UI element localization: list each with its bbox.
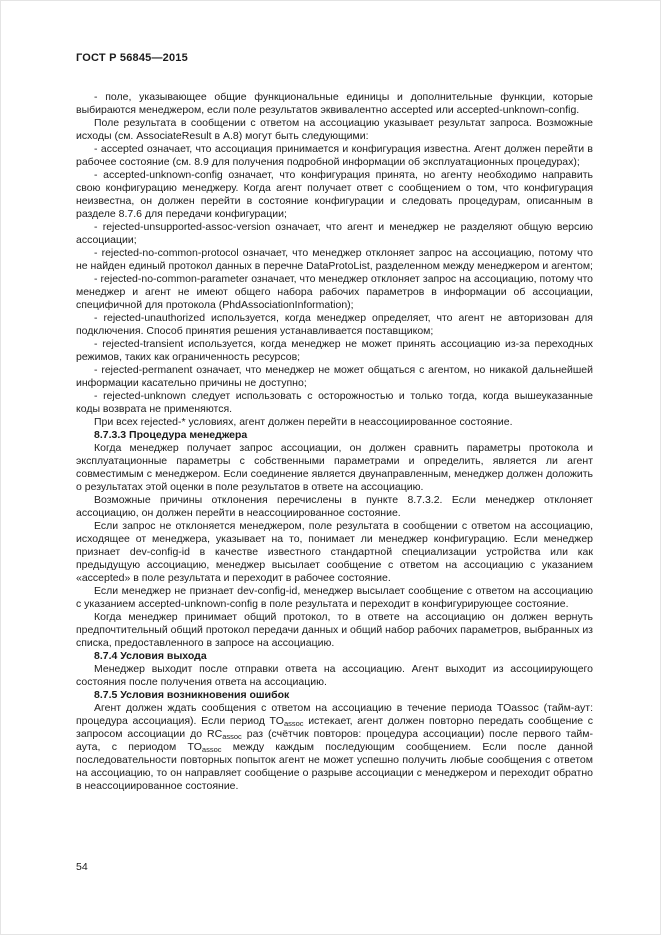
paragraph — [76, 169, 593, 221]
text-run: Агент должен ждать сообщения с ответом на ассоциацию в течение периода TOassoc (тайм-аут: процедура ассоциация). Если период TO — [76, 702, 593, 727]
text-run: - rejected-unknown следует использовать с осторожностью и только тогда, когда вышеуказанные коды возврата не применяются. — [76, 390, 593, 415]
paragraph — [76, 702, 593, 793]
text-run: 8.7.4 Условия выхода — [94, 650, 207, 662]
text-run: Когда менеджер получает запрос ассоциации, он должен сравнить параметры протокола и эксплуатационные параметры с собственными параметрами и определить, является ли агент совместимым с менеджером. Если соединение является двунаправленным, менеджер должен доложить о результатах этой оценки в поле результатов в ответе на ассоциацию. — [76, 442, 593, 493]
document-header: ГОСТ Р 56845—2015 — [76, 52, 188, 64]
paragraph — [76, 585, 593, 611]
text-run: Менеджер выходит после отправки ответа на ассоциацию. Агент выходит из ассоциирующего состояния после получения ответа на ассоциацию. — [76, 663, 593, 688]
text-run: раз (счётчик повторов: процедура ассоциации) после первого тайм-аута, с периодом TO — [76, 728, 593, 753]
text-run: - rejected-unauthorized используется, когда менеджер определяет, что агент не авторизован для подключения. Способ принятия решения устанавливается поставщиком; — [76, 312, 593, 337]
text-run: - rejected-permanent означает, что менеджер не может общаться с агентом, но никакой дальнейшей информации касательно причины не доступно; — [76, 364, 593, 389]
text-run: 8.7.5 Условия возникновения ошибок — [94, 689, 290, 701]
paragraph — [76, 273, 593, 312]
paragraph — [76, 494, 593, 520]
paragraph — [76, 442, 593, 494]
paragraph — [76, 663, 593, 689]
paragraph — [76, 390, 593, 416]
paragraph — [76, 520, 593, 585]
text-run: - поле, указывающее общие функциональные единицы и дополнительные функции, которые выбираются менеджером, если поле результатов эквивалентно accepted или accepted-unknown-config. — [76, 91, 593, 116]
text-run: 8.7.3.3 Процедура менеджера — [94, 429, 248, 441]
paragraph — [76, 611, 593, 650]
subscript-text: assoc — [283, 719, 304, 728]
text-run: Поле результата в сообщении с ответом на ассоциацию указывает результат запроса. Возможные исходы (см. AssociateResult в А.8) могут быть следующими: — [76, 117, 593, 142]
section-heading — [76, 650, 593, 663]
text-run: - accepted означает, что ассоциация принимается и конфигурация известна. Агент должен перейти в рабочее состояние (см. 8.9 для получения подробной информации об эксплуатационных процедурах); — [76, 143, 593, 168]
text-run: Если менеджер не признает dev-config-id, менеджер высылает сообщение с ответом на ассоциацию с указанием accepted-unknown-config в поле результата и переходит в конфигурирующее состояние. — [76, 585, 593, 610]
paragraph — [76, 338, 593, 364]
text-run: - rejected-no-common-parameter означает, что менеджер отклоняет запрос на ассоциацию, потому что менеджер и агент не имеют общего набора рабочих параметров в информации об ассоциации, специфичной для протокола (PhdAssociationInformation); — [76, 273, 593, 311]
text-run: Когда менеджер принимает общий протокол, то в ответе на ассоциацию он должен вернуть предпочтительный общий протокол передачи данных и общий набор рабочих параметров, выбранных из списка, предоставленного в запросе на ассоциацию. — [76, 611, 593, 649]
text-run: между каждым последующим сообщением. Если после данной последовательности повторных попыток агент не может успешно получить любые сообщения с ответом на ассоциацию, то он направляет сообщение о разрыве ассоциации с менеджером и переходит обратно в неассоциированное состояние. — [76, 741, 593, 792]
paragraph — [76, 143, 593, 169]
document-body — [76, 91, 593, 793]
text-run: При всех rejected-* условиях, агент должен перейти в неассоциированное состояние. — [94, 416, 513, 428]
text-run: истекает, агент должен повторно передать сообщение с запросом ассоциации до RC — [76, 715, 593, 740]
text-run: - accepted-unknown-config означает, что конфигурация принята, но агенту необходимо направить свою конфигурацию менеджеру. Когда агент получает ответ с сообщением о том, что конфигурация неизвестна, он должен перейти в состояние конфигурации и следовать процедурам, описанным в разделе 8.7.6 для передачи конфигурации; — [76, 169, 593, 220]
section-heading — [76, 429, 593, 442]
paragraph — [76, 91, 593, 117]
paragraph — [76, 221, 593, 247]
paragraph — [76, 416, 593, 429]
paragraph — [76, 117, 593, 143]
text-run: - rejected-unsupported-assoc-version означает, что агент и менеджер не разделяют общую версию ассоциации; — [76, 221, 593, 246]
text-run: Возможные причины отклонения перечислены в пункте 8.7.3.2. Если менеджер отклоняет ассоциацию, он должен перейти в неассоциированное состояние. — [76, 494, 593, 519]
paragraph — [76, 364, 593, 390]
paragraph — [76, 312, 593, 338]
text-run: - rejected-transient используется, когда менеджер не может принять ассоциацию из-за переходных режимов, таких как ограниченность ресурсов; — [76, 338, 593, 363]
paragraph — [76, 247, 593, 273]
page-number: 54 — [76, 861, 88, 873]
section-heading — [76, 689, 593, 702]
subscript-text: assoc — [201, 745, 222, 754]
subscript-text: assoc — [222, 732, 242, 741]
text-run: Если запрос не отклоняется менеджером, поле результата в сообщении с ответом на ассоциацию, исходящее от менеджера, указывает на то, понимает ли менеджер конфигурацию. Если менеджер признает dev-config-id в качестве известного стандартной специализации устройства или как предыдущую ассоциацию, менеджер высылает сообщение с ответом на ассоциацию с указанием «accepted» в поле результата и переходит в рабочее состояние. — [76, 520, 593, 584]
text-run: - rejected-no-common-protocol означает, что менеджер отклоняет запрос на ассоциацию, потому что не найден единый протокол данных в перечне DataProtoList, разделенном между менеджером и агентом; — [76, 247, 593, 272]
